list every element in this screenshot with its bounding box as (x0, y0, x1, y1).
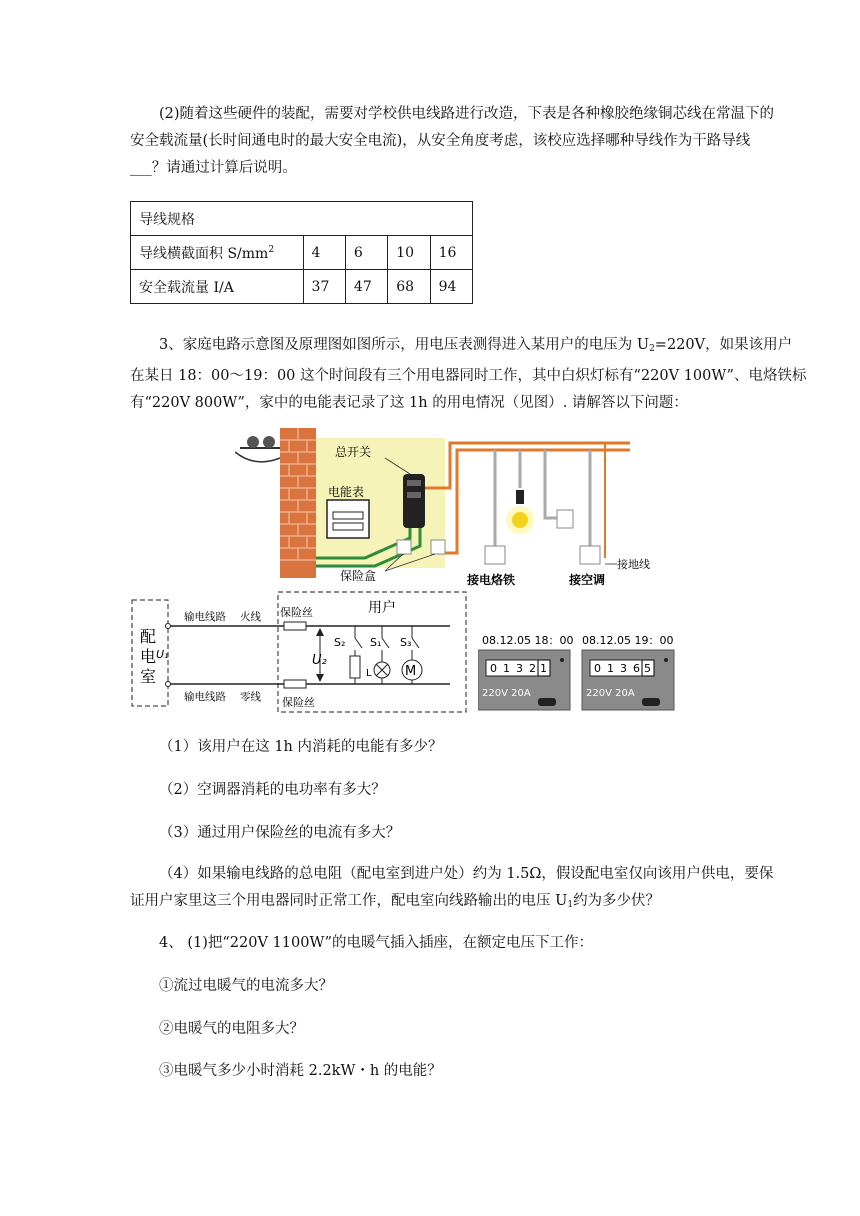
q4-item-b: ②电暖气的电阻多大？ (159, 1021, 304, 1037)
meter2-digit: 1 (607, 662, 614, 675)
table-header: 导线规格 (131, 202, 473, 236)
table-row (131, 236, 473, 270)
meter2-time: 08.12.05 19：00 (582, 634, 674, 647)
meter1-body (478, 650, 570, 710)
meter1-digit: 3 (516, 662, 523, 675)
circuit-schematic (130, 590, 475, 715)
u1-label: U₁ (156, 648, 169, 661)
meter1-digit: 1 (503, 662, 510, 675)
fuse-bottom-label: 保险丝 (282, 696, 315, 709)
socket-icon (580, 546, 600, 564)
meter1-time: 08.12.05 18：00 (482, 634, 574, 647)
table-cell: 16 (430, 236, 472, 270)
brick-wall (280, 428, 316, 578)
meter1-digit: 2 (529, 662, 536, 675)
q4-intro: 4、 (1)把“220V 1100W”的电暖气插入插座，在额定电压下工作： (159, 935, 594, 951)
m-label: M (405, 664, 417, 679)
q3-line1: 3、家庭电路示意图及原理图如图所示，用电压表测得进入某用户的电压为 $U_2=220V$，如果该用户 (159, 337, 793, 354)
s3-label: S₃ (400, 636, 412, 649)
meter1-digit: 1 (540, 662, 547, 675)
l-label: L (366, 668, 372, 679)
table-row (131, 270, 473, 304)
q2-line1: (2)随着这些硬件的装配，需要对学校供电线路进行改造，下表是各种橡胶绝缘铜芯线在常温下的 (159, 106, 775, 122)
main-switch-icon (403, 474, 425, 528)
q3-paragraph (130, 332, 810, 417)
fire-label: 火线 (240, 611, 261, 623)
q3-line2: 在某日 18：00～19：00 这个时间段有三个用电器同时工作，其中白炽灯标有“220V 100W”、电烙铁标 (130, 368, 807, 384)
fuse-top-label: 保险丝 (280, 606, 313, 619)
station-char: 室 (140, 667, 157, 686)
u2-label: U₂ (312, 653, 327, 668)
table-row-label: 安全载流量 I/A (131, 270, 304, 304)
user-label: 用户 (368, 600, 396, 616)
meter-icon (327, 500, 369, 538)
meter-label: 电能表 (328, 485, 365, 499)
wire-spec-table (130, 201, 473, 304)
q3-sub4: （4）如果输电线路的总电阻（配电室到进户处）约为 1.5Ω，假设配电室仅向该用户供电，要保 证用户家里这三个用电器同时正常工作，配电室向线路输出的电压 $U_1$约为多少伏？ (130, 866, 774, 910)
fuse-box-label: 保险盒 (340, 569, 377, 583)
station-char: 配 (140, 627, 157, 646)
s2-label: S₂ (334, 636, 346, 649)
table-row (131, 202, 473, 236)
meter2-digit: 5 (644, 662, 651, 675)
table-row-label: 导线横截面积 $S/mm^2$ (131, 236, 304, 270)
meter1-rating: 220V 20A (482, 688, 531, 699)
meter2-digit: 6 (633, 662, 640, 675)
table-cell: 94 (430, 270, 472, 304)
q2-line3: ___？请通过计算后说明。 (130, 160, 297, 176)
table-cell: 47 (345, 270, 387, 304)
main-switch-label: 总开关 (335, 445, 372, 459)
table-cell: 6 (345, 236, 387, 270)
soldering-label: 接电烙铁 (467, 573, 516, 587)
station-char: 电 (140, 647, 157, 666)
fuse-bottom-icon (284, 680, 306, 688)
meter2-body (582, 650, 674, 710)
table-cell: 68 (388, 270, 430, 304)
q3-sub3: （3）通过用户保险丝的电流有多大？ (159, 825, 401, 841)
ground-label: 接地线 (617, 558, 650, 571)
meter2-rating: 220V 20A (586, 688, 635, 699)
bulb-icon (506, 490, 534, 534)
q3-sub2: （2）空调器消耗的电功率有多大？ (159, 782, 386, 798)
q3-line3: 有“220V 800W”，家中的电能表记录了这 1h 的用电情况（见图）. 请解答以下问题： (130, 395, 688, 411)
house-wiring-figure (235, 428, 655, 588)
q4-item-a: ①流过电暖气的电流多大？ (159, 978, 333, 994)
table-cell: 37 (303, 270, 345, 304)
q4-item-c: ③电暖气多少小时消耗 2.2kW・h 的电能？ (159, 1063, 442, 1079)
fuse-top-icon (284, 622, 306, 630)
table-cell: 4 (303, 236, 345, 270)
meter1-digit: 0 (490, 662, 497, 675)
insulator-icon (235, 436, 280, 462)
q2-line2: 安全载流量(长时间通电时的最大安全电流)，从安全角度考虑，该校应选择哪种导线作为干路导线 (130, 133, 751, 149)
s1-label: S₁ (370, 636, 382, 649)
neutral-label: 零线 (240, 691, 261, 703)
table-cell: 10 (388, 236, 430, 270)
meter2-digit: 3 (620, 662, 627, 675)
meter-readings (478, 632, 678, 712)
ac-label: 接空调 (569, 573, 606, 587)
line-bottom-label: 输电线路 (184, 691, 226, 703)
line-top-label: 输电线路 (184, 611, 226, 623)
resistor-icon (350, 656, 360, 678)
meter2-digit: 0 (594, 662, 601, 675)
wall-switch-icon (557, 510, 573, 528)
q3-sub1: （1）该用户在这 1h 内消耗的电能有多少？ (159, 739, 443, 755)
q2-paragraph (130, 101, 810, 182)
socket-icon (485, 546, 505, 564)
